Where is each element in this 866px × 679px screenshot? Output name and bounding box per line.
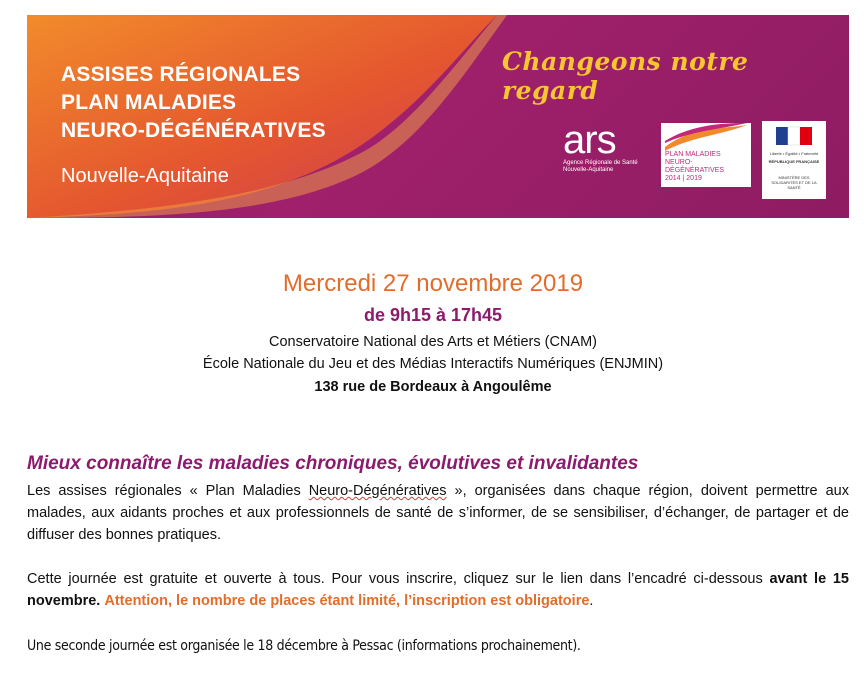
section-title: Mieux connaître les maladies chroniques, évolutives et invalidantes (27, 453, 639, 474)
pmnd-logo-line2: NEURO-DÉGÉNÉRATIVES (665, 159, 724, 174)
rf-logo-motto: Liberté • Égalité • Fraternité (769, 151, 819, 156)
paragraph-registration (27, 568, 849, 612)
paragraph-intro-end: », organisées dans chaque région, doivent permettre aux malades, aux aidants proches et aux professionnels de santé de s’informer, de se sensibiliser, d’échanger, de partager et de diffuser des bonnes pratiques. (27, 483, 849, 543)
ars-logo-line1: Agence Régionale de Santé (563, 160, 638, 166)
spellcheck-underlined-word: Neuro-Dégénératives (308, 483, 447, 499)
ars-logo-line2: Nouvelle-Aquitaine (563, 167, 614, 173)
pmnd-logo-swoosh-icon (661, 123, 751, 153)
banner-title (61, 61, 326, 145)
banner-tagline: Changeons notre regard (502, 47, 749, 105)
registration-deadline: avant le 15 novembre. (27, 571, 849, 609)
rf-logo-ministry: MINISTÈRE DES SOLIDARITÉS ET DE LA SANTÉ (771, 175, 817, 190)
paragraph-registration-text: Cette journée est gratuite et ouverte à tous. Pour vous inscrire, cliquez sur le lien dans l’encadré ci-dessous (27, 571, 770, 587)
banner-region: Nouvelle-Aquitaine (61, 165, 229, 187)
banner-title-line: PLAN MALADIES (61, 91, 237, 114)
pmnd-logo (661, 123, 751, 187)
rf-logo-republic: RÉPUBLIQUE FRANÇAISE (768, 159, 820, 164)
event-date: Mercredi 27 novembre 2019 (282, 270, 584, 297)
event-venue-line1: Conservatoire National des Arts et Métiers (CNAM) (269, 334, 597, 350)
marianne-flag-icon (762, 121, 826, 151)
ars-logo-word: ars (563, 118, 616, 162)
registration-warning: Attention, le nombre de places étant limité, l’inscription est obligatoire (104, 593, 590, 609)
pmnd-logo-line1: PLAN MALADIES (665, 151, 721, 158)
banner-title-line: NEURO-DÉGÉNÉRATIVES (61, 119, 326, 142)
event-hours: de 9h15 à 17h45 (363, 305, 503, 325)
event-banner (27, 15, 849, 218)
paragraph-second-day: Une seconde journée est organisée le 18 décembre à Pessac (informations prochainement). (27, 638, 581, 654)
event-venue-line2: École Nationale du Jeu et des Médias Interactifs Numériques (ENJMIN) (202, 356, 664, 372)
paragraph-intro-start: Les assises régionales « Plan Maladies (27, 483, 309, 499)
paragraph-intro (27, 480, 849, 546)
event-address: 138 rue de Bordeaux à Angoulême (314, 379, 552, 395)
republique-francaise-logo (762, 121, 826, 199)
ars-logo (563, 120, 663, 190)
paragraph-registration-period: . (589, 593, 594, 609)
pmnd-logo-line3: 2014 | 2019 (665, 175, 702, 182)
banner-title-line: ASSISES RÉGIONALES (61, 63, 301, 86)
